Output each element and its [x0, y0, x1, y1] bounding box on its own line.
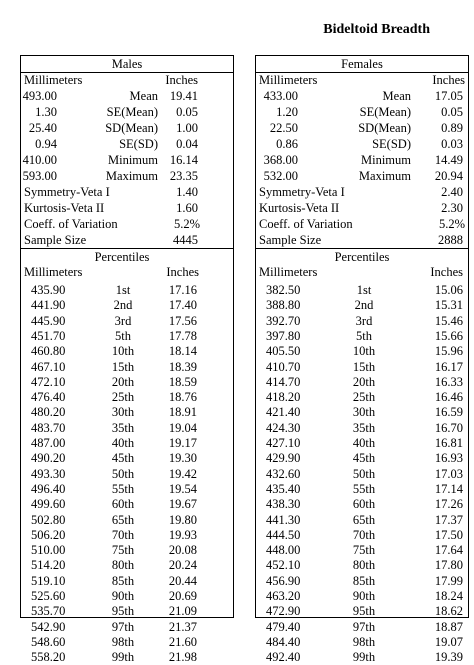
- percentile-row: [21, 435, 233, 451]
- percentile-in: 20.44: [168, 573, 197, 588]
- stat-mm: 25.40: [28, 121, 57, 135]
- percentile-rank: 45th: [111, 451, 135, 466]
- females-extra-row: [256, 184, 468, 200]
- percentile-row: [256, 404, 468, 420]
- stat-label: SD(Mean): [105, 121, 158, 135]
- percentile-row: [21, 282, 233, 298]
- percentile-row: [21, 466, 233, 482]
- percentile-in: 16.59: [434, 405, 463, 420]
- males-header-row: [21, 56, 233, 72]
- percentile-rank: 99th: [352, 650, 376, 665]
- percentile-rank: 65th: [352, 512, 376, 527]
- percentile-mm: 441.90: [31, 298, 66, 313]
- percentile-mm: 499.60: [31, 497, 66, 512]
- percentile-rank: 60th: [352, 497, 376, 512]
- percentile-in: 21.98: [168, 650, 197, 665]
- percentile-rank: 75th: [111, 543, 135, 558]
- percentile-in: 19.67: [168, 497, 197, 512]
- stat-label: SD(Mean): [358, 121, 411, 135]
- percentile-row: [21, 328, 233, 344]
- percentile-mm: 445.90: [31, 313, 66, 328]
- extra-value: 2.40: [441, 185, 463, 199]
- percentile-in: 18.87: [434, 619, 463, 634]
- percentile-in: 19.17: [168, 436, 197, 450]
- percentile-in: 18.39: [168, 359, 197, 374]
- percentile-row: [256, 466, 468, 482]
- percentile-mm: 441.30: [266, 512, 301, 527]
- percentile-in: 17.40: [168, 298, 197, 313]
- percentile-rank: 85th: [352, 573, 376, 588]
- stat-mm: 493.00: [22, 89, 57, 103]
- extra-value: 1.60: [176, 201, 198, 215]
- percentile-mm: 451.70: [31, 328, 66, 343]
- percentile-mm: 456.90: [266, 573, 301, 588]
- percentile-in: 18.24: [434, 589, 463, 603]
- percentile-in: 19.39: [434, 650, 463, 665]
- percentile-mm: 480.20: [31, 405, 66, 420]
- percentile-rank: 55th: [352, 481, 376, 496]
- percentile-in: 20.69: [168, 589, 197, 603]
- females-col-in: Inches: [432, 73, 465, 87]
- percentile-mm: 542.90: [31, 619, 66, 634]
- males-stat-row: [21, 120, 233, 136]
- percentile-rank: 70th: [111, 527, 135, 542]
- percentile-in: 17.03: [434, 466, 463, 481]
- males-stat-row: [21, 104, 233, 120]
- percentile-in: 16.93: [434, 451, 463, 466]
- extra-value: 2.30: [441, 201, 463, 215]
- stat-in: 0.05: [176, 105, 198, 119]
- percentile-rank: 98th: [111, 634, 135, 649]
- percentile-in: 17.26: [434, 497, 463, 512]
- percentile-rank: 5th: [356, 328, 372, 343]
- percentile-row: [21, 343, 233, 359]
- stat-label: Maximum: [358, 169, 411, 183]
- extra-label: Sample Size: [259, 233, 322, 247]
- females-percentiles-header-row: [256, 249, 468, 265]
- percentile-row: [256, 359, 468, 375]
- stat-in: 0.89: [441, 121, 463, 135]
- percentile-rank: 50th: [111, 466, 135, 481]
- percentile-mm: 444.50: [266, 527, 301, 542]
- extra-value: 5.2%: [438, 217, 465, 231]
- percentile-row: [256, 343, 468, 359]
- percentile-mm: 392.70: [266, 313, 301, 328]
- percentile-row: [21, 481, 233, 497]
- percentile-in: 19.80: [168, 512, 197, 527]
- percentile-in: 17.80: [434, 558, 463, 573]
- percentile-in: 19.07: [434, 634, 463, 649]
- percentile-row: [21, 603, 233, 619]
- extra-label: Kurtosis-Veta II: [24, 201, 105, 215]
- percentile-rank: 5th: [115, 328, 131, 343]
- percentile-rank: 70th: [352, 527, 376, 542]
- percentile-rank: 3rd: [355, 313, 373, 328]
- percentile-row: [21, 420, 233, 436]
- percentile-row: [21, 389, 233, 405]
- percentile-in: 18.62: [434, 604, 463, 619]
- percentile-mm: 388.80: [266, 298, 301, 313]
- percentile-mm: 492.40: [266, 650, 301, 665]
- percentile-in: 16.70: [434, 420, 463, 435]
- percentile-rank: 25th: [352, 390, 376, 405]
- males-stat-row: [21, 152, 233, 168]
- percentile-in: 19.93: [168, 527, 197, 542]
- percentile-row: [256, 328, 468, 344]
- percentile-rank: 20th: [111, 374, 135, 389]
- percentile-row: [256, 282, 468, 298]
- percentile-row: [256, 573, 468, 589]
- stat-label: Minimum: [360, 153, 411, 167]
- percentile-row: [256, 588, 468, 604]
- percentile-in: 21.60: [168, 634, 197, 649]
- percentile-rank: 85th: [111, 573, 135, 588]
- percentile-row: [21, 374, 233, 390]
- percentile-mm: 427.10: [266, 436, 301, 450]
- males-stat-row: [21, 88, 233, 104]
- percentile-mm: 405.50: [266, 344, 301, 359]
- extra-label: Kurtosis-Veta II: [259, 201, 340, 215]
- females-pct-col-in: Inches: [430, 265, 463, 279]
- females-extra-row: [256, 232, 468, 248]
- percentile-row: [21, 634, 233, 650]
- percentile-in: 17.14: [434, 481, 463, 496]
- percentile-rank: 90th: [111, 589, 135, 603]
- percentile-rank: 1st: [356, 283, 372, 297]
- percentile-rank: 55th: [111, 481, 135, 496]
- percentile-mm: 421.40: [266, 405, 301, 420]
- stat-label: Minimum: [107, 153, 158, 167]
- females-header-row: [256, 56, 468, 72]
- stat-label: Mean: [382, 89, 411, 103]
- females-stat-row: [256, 168, 468, 184]
- percentile-mm: 506.20: [31, 527, 66, 542]
- percentile-row: [256, 619, 468, 635]
- percentile-row: [21, 542, 233, 558]
- percentile-in: 15.46: [434, 313, 463, 328]
- females-pct-col-mm: Millimeters: [259, 265, 318, 279]
- stat-in: 20.94: [434, 169, 463, 183]
- percentile-rank: 98th: [352, 634, 376, 649]
- percentile-rank: 10th: [111, 344, 135, 359]
- females-extra-row: [256, 216, 468, 232]
- percentile-in: 19.04: [168, 420, 197, 435]
- percentile-in: 21.37: [168, 619, 197, 634]
- stat-in: 14.49: [434, 153, 463, 167]
- percentile-rank: 95th: [111, 604, 135, 619]
- percentile-in: 18.14: [168, 344, 197, 359]
- stat-mm: 433.00: [263, 89, 298, 103]
- stat-label: SE(SD): [119, 137, 158, 151]
- percentile-in: 16.17: [434, 359, 463, 374]
- percentile-row: [256, 496, 468, 512]
- percentile-in: 17.50: [434, 527, 463, 542]
- stat-in: 17.05: [434, 89, 463, 103]
- females-panel: [255, 55, 469, 665]
- females-col-headers: [256, 72, 468, 88]
- percentile-rank: 10th: [352, 344, 376, 359]
- percentile-row: [256, 603, 468, 619]
- percentile-rank: 50th: [352, 466, 376, 481]
- percentile-rank: 80th: [352, 558, 376, 573]
- males-col-headers: [21, 72, 233, 88]
- percentile-mm: 452.10: [266, 558, 301, 573]
- females-stat-row: [256, 104, 468, 120]
- percentile-row: [21, 404, 233, 420]
- percentile-rank: 65th: [111, 512, 135, 527]
- percentile-mm: 502.80: [31, 512, 66, 527]
- percentile-row: [21, 450, 233, 466]
- percentile-mm: 514.20: [31, 558, 66, 573]
- percentile-rank: 45th: [352, 451, 376, 466]
- percentile-row: [21, 557, 233, 573]
- percentile-rank: 95th: [352, 604, 376, 619]
- percentile-in: 16.33: [434, 374, 463, 389]
- percentile-mm: 438.30: [266, 497, 301, 512]
- percentile-mm: 429.90: [266, 451, 301, 466]
- stat-in: 0.04: [176, 137, 198, 151]
- females-col-mm: Millimeters: [259, 73, 318, 87]
- percentile-rank: 40th: [352, 436, 376, 450]
- percentile-in: 17.64: [434, 543, 463, 558]
- percentile-mm: 448.00: [266, 543, 301, 558]
- males-extra-row: [21, 200, 233, 216]
- percentile-mm: 490.20: [31, 451, 66, 466]
- extra-label: Coeff. of Variation: [259, 217, 353, 231]
- percentile-row: [256, 542, 468, 558]
- percentile-rank: 1st: [115, 283, 131, 297]
- males-percentiles-header-row: [21, 249, 233, 265]
- stat-label: SE(Mean): [359, 105, 411, 119]
- percentile-rank: 15th: [111, 359, 135, 374]
- males-col-mm: Millimeters: [24, 73, 83, 87]
- percentile-in: 19.42: [168, 466, 197, 481]
- stat-mm: 593.00: [22, 169, 57, 183]
- percentile-row: [256, 374, 468, 390]
- percentile-rank: 2nd: [113, 298, 133, 313]
- percentile-rank: 90th: [352, 589, 376, 603]
- percentile-rank: 97th: [352, 619, 376, 634]
- percentile-row: [256, 527, 468, 543]
- males-extra-row: [21, 216, 233, 232]
- percentile-in: 17.78: [168, 328, 197, 343]
- percentile-mm: 410.70: [266, 359, 301, 374]
- females-header: Females: [341, 57, 383, 71]
- stat-mm: 0.94: [35, 137, 57, 151]
- percentile-in: 15.06: [434, 283, 463, 297]
- percentile-row: [256, 557, 468, 573]
- percentile-mm: 493.30: [31, 466, 66, 481]
- percentile-mm: 435.40: [266, 481, 301, 496]
- females-percentiles-header: Percentiles: [334, 250, 390, 264]
- stat-label: SE(Mean): [106, 105, 158, 119]
- percentile-mm: 479.40: [266, 619, 301, 634]
- extra-value: 4445: [173, 233, 198, 247]
- extra-value: 1.40: [176, 185, 198, 199]
- percentile-rank: 2nd: [354, 298, 374, 313]
- percentile-mm: 487.00: [31, 436, 66, 450]
- extra-value: 2888: [438, 233, 463, 247]
- percentile-rank: 30th: [352, 405, 376, 420]
- percentile-in: 17.99: [434, 573, 463, 588]
- percentile-in: 19.30: [168, 451, 197, 466]
- percentile-row: [21, 588, 233, 604]
- percentile-mm: 414.70: [266, 374, 301, 389]
- stat-label: SE(SD): [372, 137, 411, 151]
- percentile-in: 18.91: [168, 405, 197, 420]
- percentile-row: [21, 313, 233, 329]
- stat-in: 0.05: [441, 105, 463, 119]
- percentile-in: 16.81: [434, 436, 463, 450]
- percentile-rank: 25th: [111, 390, 135, 405]
- percentile-row: [21, 527, 233, 543]
- percentile-row: [21, 297, 233, 313]
- females-stat-row: [256, 120, 468, 136]
- percentile-rank: 40th: [111, 436, 135, 450]
- percentile-rank: 60th: [111, 497, 135, 512]
- stat-mm: 0.86: [276, 137, 298, 151]
- stat-label: Mean: [129, 89, 158, 103]
- percentile-in: 20.24: [168, 558, 197, 573]
- percentile-rank: 80th: [111, 558, 135, 573]
- percentile-row: [21, 649, 233, 665]
- percentile-rank: 35th: [352, 420, 376, 435]
- stat-label: Maximum: [105, 169, 158, 183]
- percentile-mm: 432.60: [266, 466, 301, 481]
- percentile-in: 17.37: [434, 512, 463, 527]
- extra-value: 5.2%: [173, 217, 200, 231]
- percentile-mm: 460.80: [31, 344, 66, 359]
- percentile-mm: 510.00: [31, 543, 66, 558]
- percentile-mm: 519.10: [31, 573, 66, 588]
- stat-mm: 410.00: [22, 153, 57, 167]
- percentile-mm: 463.20: [266, 589, 301, 603]
- percentile-row: [256, 512, 468, 528]
- percentile-in: 18.59: [168, 374, 197, 389]
- stat-mm: 22.50: [269, 121, 298, 135]
- stat-in: 1.00: [176, 121, 198, 135]
- page-title: Bideltoid Breadth: [323, 22, 430, 37]
- males-extra-row: [21, 184, 233, 200]
- percentile-mm: 476.40: [31, 390, 66, 405]
- percentile-row: [21, 496, 233, 512]
- females-extra-row: [256, 200, 468, 216]
- percentile-row: [21, 619, 233, 635]
- percentile-in: 15.31: [434, 298, 463, 313]
- females-stat-row: [256, 152, 468, 168]
- stat-in: 23.35: [169, 169, 198, 183]
- percentile-rank: 30th: [111, 405, 135, 420]
- percentile-row: [21, 512, 233, 528]
- percentile-mm: 467.10: [31, 359, 66, 374]
- males-percentiles-col-headers: [21, 264, 233, 280]
- males-pct-col-mm: Millimeters: [24, 265, 83, 279]
- percentile-in: 15.66: [434, 328, 463, 343]
- percentile-row: [256, 481, 468, 497]
- extra-label: Sample Size: [24, 233, 87, 247]
- percentile-in: 19.54: [168, 481, 197, 496]
- stat-in: 16.14: [169, 153, 198, 167]
- males-stat-row: [21, 168, 233, 184]
- percentile-rank: 75th: [352, 543, 376, 558]
- percentile-mm: 397.80: [266, 328, 301, 343]
- stat-mm: 1.20: [276, 105, 298, 119]
- percentile-in: 18.76: [168, 390, 197, 405]
- percentile-rank: 3rd: [114, 313, 132, 328]
- percentile-row: [256, 634, 468, 650]
- percentile-rank: 15th: [352, 359, 376, 374]
- percentile-in: 17.16: [168, 283, 197, 297]
- stat-mm: 532.00: [263, 169, 298, 183]
- males-extra-row: [21, 232, 233, 248]
- stat-in: 19.41: [169, 89, 198, 103]
- percentile-row: [256, 450, 468, 466]
- percentile-rank: 99th: [111, 650, 135, 665]
- stat-mm: 368.00: [263, 153, 298, 167]
- males-percentiles-header: Percentiles: [94, 250, 150, 264]
- percentile-mm: 472.10: [31, 374, 66, 389]
- percentile-row: [256, 389, 468, 405]
- percentile-mm: 418.20: [266, 390, 301, 405]
- males-col-in: Inches: [165, 73, 198, 87]
- percentile-mm: 382.50: [266, 283, 301, 297]
- females-stat-row: [256, 136, 468, 152]
- stat-in: 0.03: [441, 137, 463, 151]
- percentile-mm: 548.60: [31, 634, 66, 649]
- extra-label: Symmetry-Veta I: [24, 185, 110, 199]
- percentile-row: [256, 649, 468, 665]
- percentile-in: 16.46: [434, 390, 463, 405]
- males-stat-row: [21, 136, 233, 152]
- percentile-mm: 484.40: [266, 634, 301, 649]
- percentile-row: [21, 359, 233, 375]
- percentile-row: [21, 573, 233, 589]
- percentile-in: 17.56: [168, 313, 197, 328]
- percentile-row: [256, 297, 468, 313]
- percentile-row: [256, 313, 468, 329]
- percentile-mm: 435.90: [31, 283, 66, 297]
- percentile-mm: 483.70: [31, 420, 66, 435]
- percentile-row: [256, 435, 468, 451]
- males-header: Males: [111, 57, 143, 71]
- extra-label: Symmetry-Veta I: [259, 185, 345, 199]
- percentile-mm: 525.60: [31, 589, 66, 603]
- extra-label: Coeff. of Variation: [24, 217, 118, 231]
- percentile-mm: 558.20: [31, 650, 66, 665]
- percentile-row: [256, 420, 468, 436]
- stat-mm: 1.30: [35, 105, 57, 119]
- males-pct-col-in: Inches: [166, 265, 199, 279]
- percentile-mm: 472.90: [266, 604, 301, 619]
- females-percentiles-col-headers: [256, 264, 468, 280]
- percentile-mm: 424.30: [266, 420, 301, 435]
- percentile-in: 21.09: [168, 604, 197, 619]
- females-stat-row: [256, 88, 468, 104]
- percentile-rank: 35th: [111, 420, 135, 435]
- percentile-rank: 20th: [352, 374, 376, 389]
- percentile-mm: 535.70: [31, 604, 66, 619]
- percentile-in: 20.08: [168, 543, 197, 558]
- percentile-in: 15.96: [434, 344, 463, 359]
- percentile-rank: 97th: [111, 619, 135, 634]
- males-panel: [20, 55, 234, 665]
- percentile-mm: 496.40: [31, 481, 66, 496]
